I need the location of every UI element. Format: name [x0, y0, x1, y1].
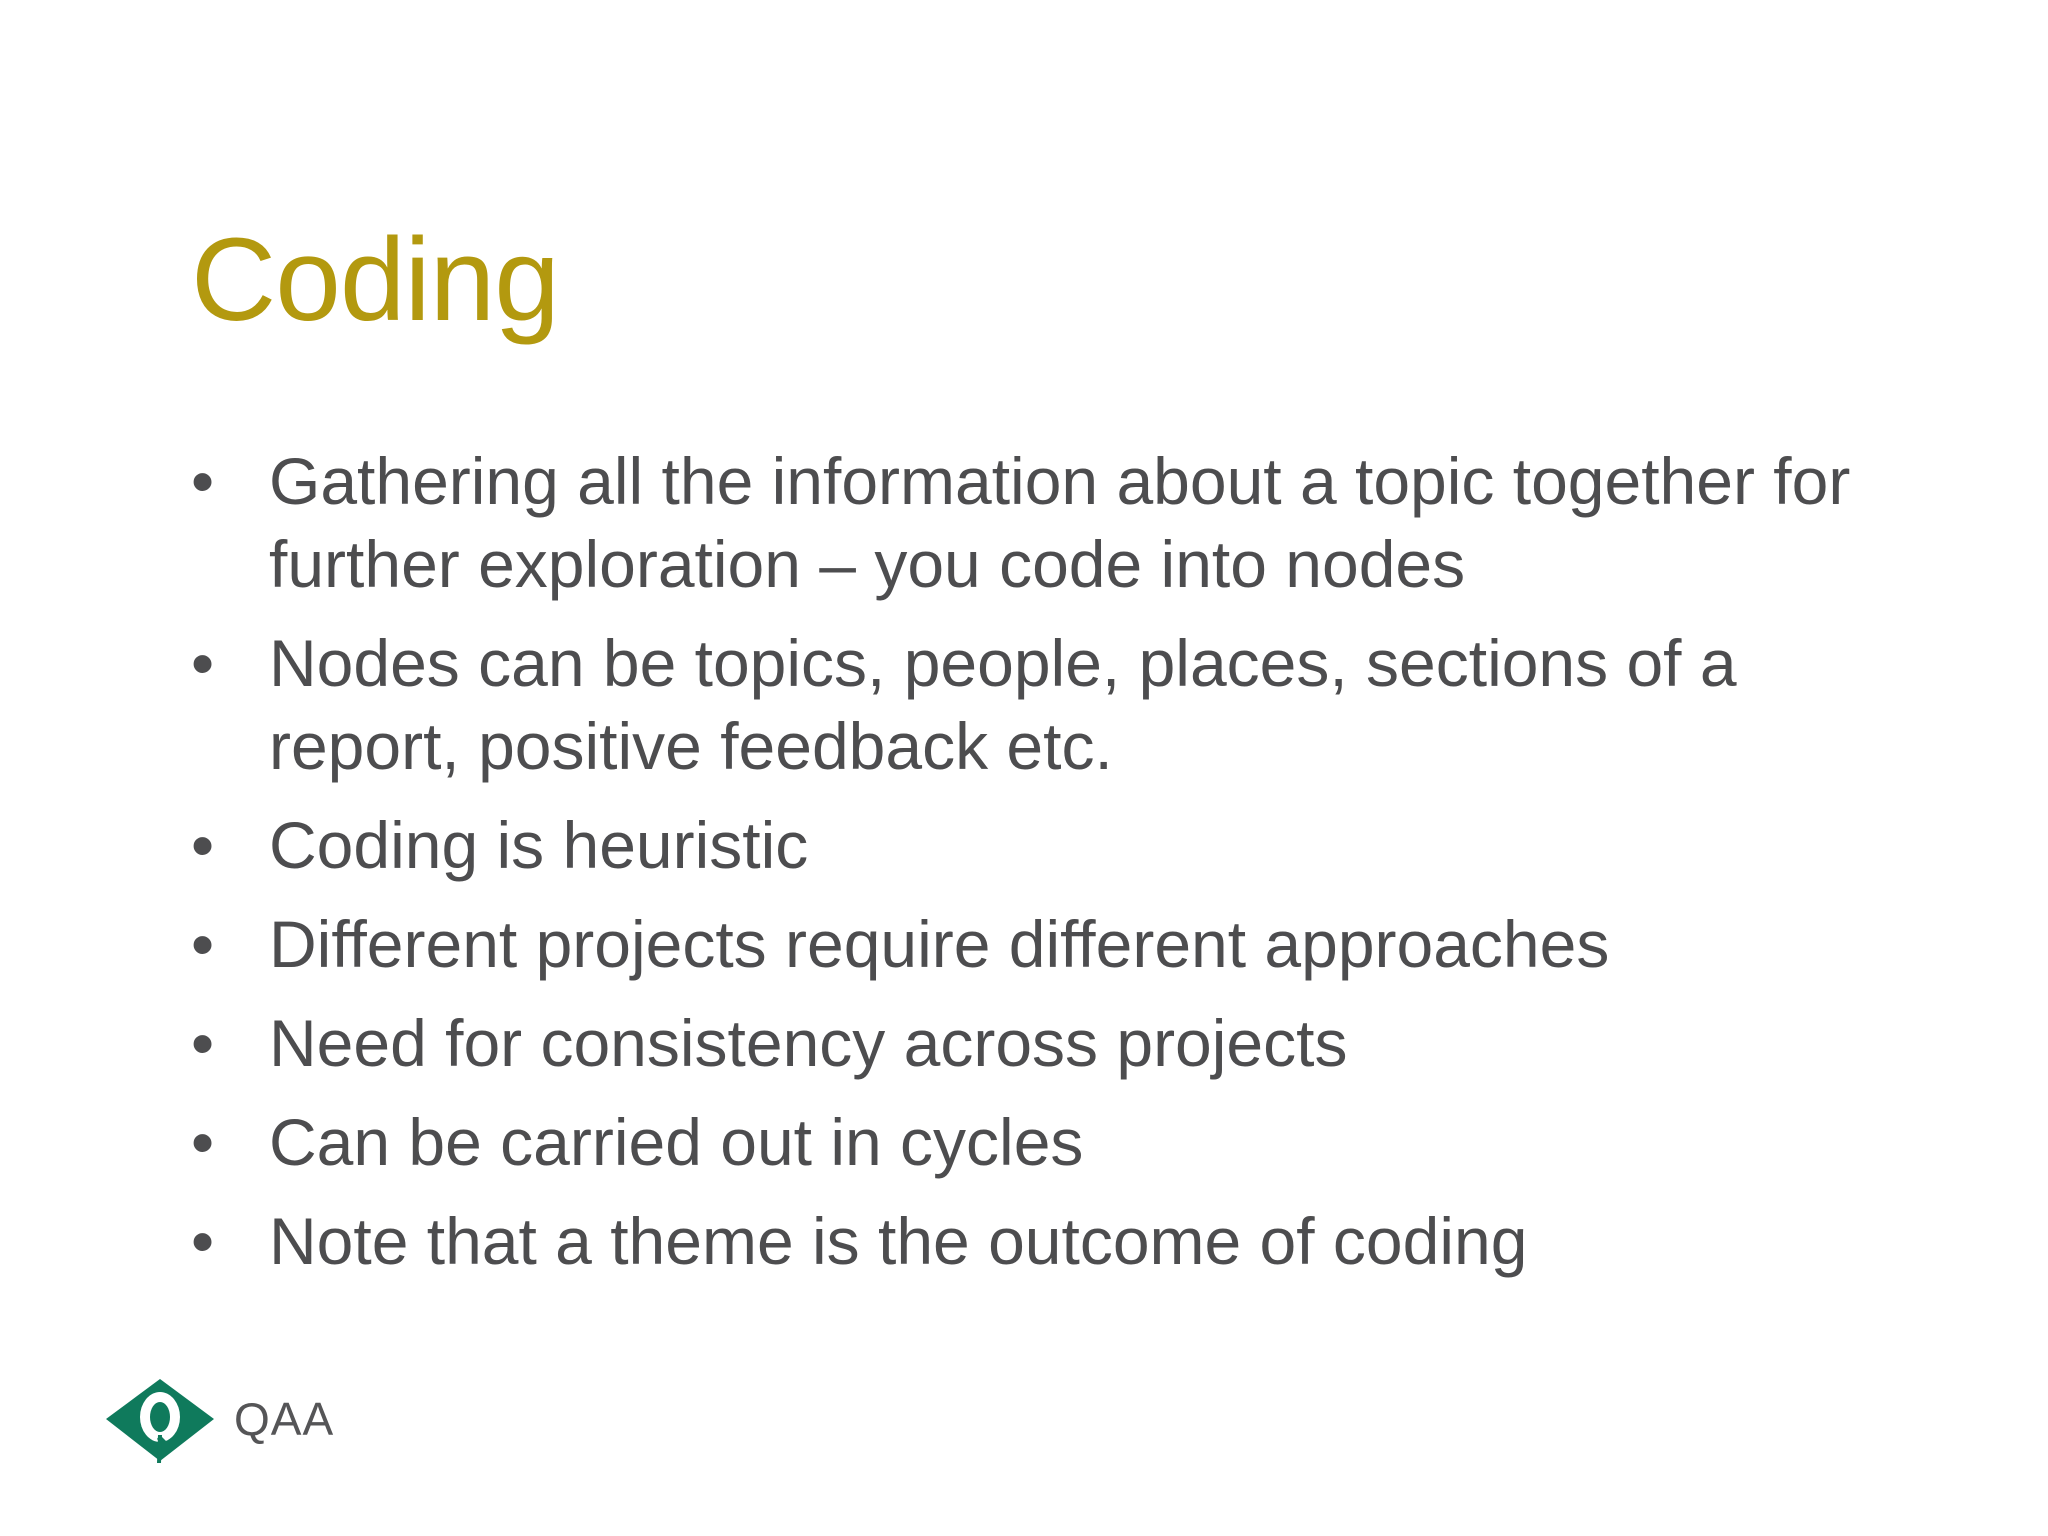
bullet-dot: • — [191, 444, 215, 518]
bullet-text: Need for consistency across projects — [269, 1006, 1348, 1080]
bullet-item — [191, 804, 1891, 887]
logo-text: QAA — [234, 1393, 335, 1445]
qaa-diamond-logo-icon — [102, 1375, 218, 1465]
slide-title: Coding — [191, 214, 559, 346]
bullet-item — [191, 622, 1891, 788]
bullet-list — [191, 440, 1891, 1299]
qaa-logo — [102, 1375, 342, 1465]
bullet-item — [191, 1200, 1891, 1283]
bullet-item — [191, 440, 1891, 606]
bullet-text: Note that a theme is the outcome of coding — [269, 1204, 1528, 1278]
bullet-dot: • — [191, 907, 215, 981]
bullet-text: Nodes can be topics, people, places, sections of a report, positive feedback etc. — [269, 626, 1737, 783]
bullet-text: Gathering all the information about a topic together for further exploration – you code into nodes — [269, 444, 1851, 601]
bullet-item — [191, 903, 1891, 986]
bullet-dot: • — [191, 1204, 215, 1278]
bullet-dot: • — [191, 626, 215, 700]
bullet-text: Coding is heuristic — [269, 808, 809, 882]
bullet-text: Different projects require different approaches — [269, 907, 1610, 981]
bullet-text: Can be carried out in cycles — [269, 1105, 1084, 1179]
bullet-dot: • — [191, 808, 215, 882]
bullet-item — [191, 1101, 1891, 1184]
bullet-dot: • — [191, 1006, 215, 1080]
bullet-item — [191, 1002, 1891, 1085]
bullet-dot: • — [191, 1105, 215, 1179]
